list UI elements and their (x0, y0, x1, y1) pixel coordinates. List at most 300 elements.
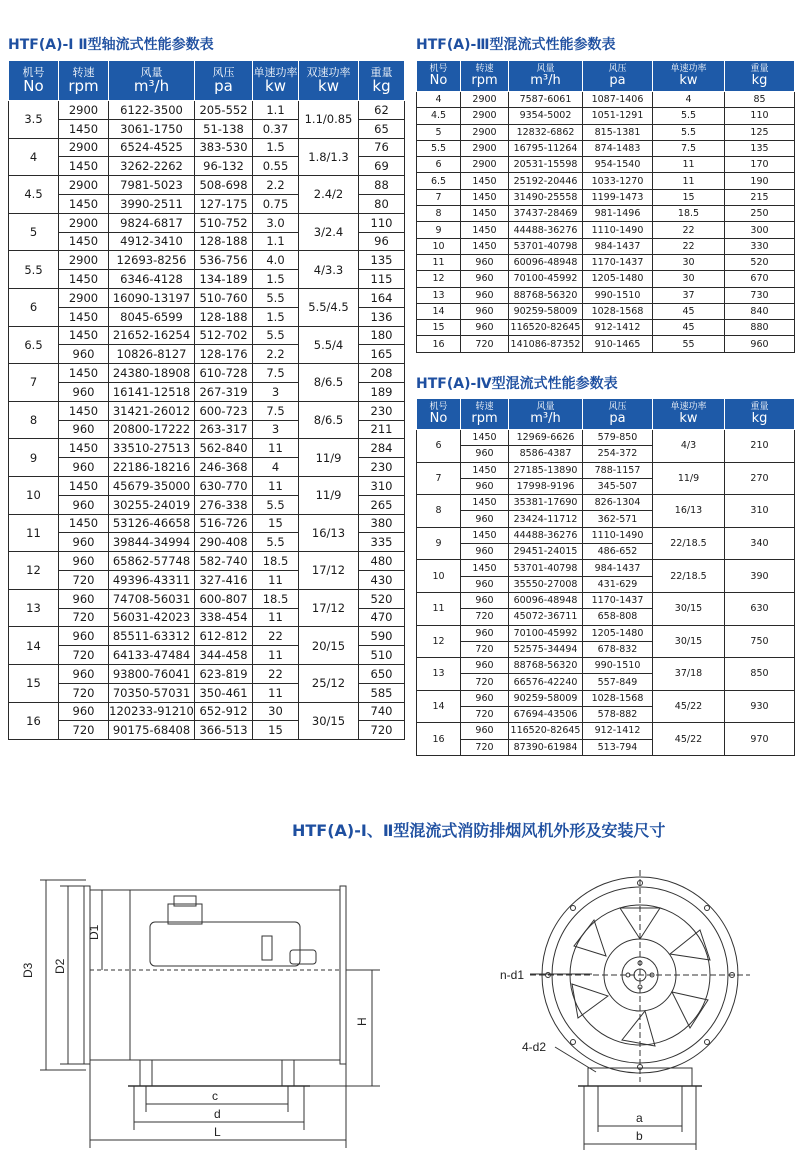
table-cell: 362-571 (583, 511, 653, 527)
table-cell: 11 (653, 157, 725, 173)
table-cell: 720 (59, 608, 109, 627)
table-cell: 1051-1291 (583, 108, 653, 124)
column-header (109, 61, 195, 101)
table-cell: 9 (9, 439, 59, 477)
table-cell: 4912-3410 (109, 232, 195, 251)
table-cell: 64133-47484 (109, 646, 195, 665)
axial-table-title: HTF(A)-Ⅰ Ⅱ型轴流式性能参数表 (8, 37, 214, 53)
table-cell: 11 (253, 683, 299, 702)
table-header-row (9, 61, 405, 101)
junction-box (168, 904, 202, 924)
header-name: 风量 (140, 66, 163, 79)
column-header (509, 399, 583, 430)
table-cell: 557-849 (583, 674, 653, 690)
table-cell: 60096-48948 (509, 254, 583, 270)
fan-dimension-drawing (0, 850, 800, 1155)
table-cell: 960 (461, 303, 509, 319)
table-cell: 17/12 (299, 552, 359, 590)
table-cell: 12 (9, 552, 59, 590)
table-cell: 18.5 (253, 589, 299, 608)
table-cell: 180 (359, 326, 405, 345)
table-cell: 96-132 (195, 157, 253, 176)
table-cell: 327-416 (195, 570, 253, 589)
table-cell: 7.5 (253, 401, 299, 420)
table-cell: 69 (359, 157, 405, 176)
axial-performance-table (8, 60, 405, 740)
table-cell: 3990-2511 (109, 194, 195, 213)
table-cell: 9824-6817 (109, 213, 195, 232)
table-cell: 350-461 (195, 683, 253, 702)
table-cell: 720 (461, 674, 509, 690)
table-cell: 826-1304 (583, 495, 653, 511)
table-cell: 16 (9, 702, 59, 740)
table-row (417, 560, 795, 576)
table-cell: 80 (359, 194, 405, 213)
table-cell: 85 (725, 92, 795, 108)
table-row (417, 92, 795, 108)
table-cell: 310 (359, 476, 405, 495)
table-cell: 7981-5023 (109, 176, 195, 195)
table-cell: 590 (359, 627, 405, 646)
table-cell: 1450 (59, 401, 109, 420)
table-cell: 960 (461, 271, 509, 287)
header-unit: rpm (68, 77, 99, 95)
header-name: 重量 (750, 402, 769, 412)
table-cell: 30/15 (299, 702, 359, 740)
table-cell: 874-1483 (583, 140, 653, 156)
table-cell: 652-912 (195, 702, 253, 721)
table-cell: 45 (653, 303, 725, 319)
table-cell: 10 (417, 560, 461, 593)
table-cell: 960 (59, 495, 109, 514)
table-cell: 14 (417, 690, 461, 723)
table-cell: 5.5 (417, 140, 461, 156)
table-cell: 990-1510 (583, 658, 653, 674)
table-cell: 840 (725, 303, 795, 319)
table-cell: 10826-8127 (109, 345, 195, 364)
table-cell: 31421-26012 (109, 401, 195, 420)
table-cell: 1199-1473 (583, 189, 653, 205)
table-cell: 623-819 (195, 664, 253, 683)
table-cell: 22 (653, 222, 725, 238)
table-cell: 1450 (59, 514, 109, 533)
table-row (417, 173, 795, 189)
d3-label: D3 (21, 962, 35, 978)
table-cell: 788-1157 (583, 462, 653, 478)
table-cell: 1450 (461, 527, 509, 543)
table-cell: 720 (461, 739, 509, 755)
table-cell: 1450 (461, 222, 509, 238)
table-cell: 13 (9, 589, 59, 627)
table-cell: 16090-13197 (109, 288, 195, 307)
table-cell: 116520-82645 (509, 723, 583, 739)
header-name: 重量 (370, 66, 393, 79)
table-cell: 0.37 (253, 119, 299, 138)
table-cell: 960 (59, 627, 109, 646)
table-cell: 960 (59, 458, 109, 477)
table-cell: 366-513 (195, 721, 253, 740)
table-cell: 8 (417, 495, 461, 528)
table-cell: 5 (9, 213, 59, 251)
table-row (417, 336, 795, 352)
table-row (9, 213, 405, 232)
d2-label: D2 (53, 958, 67, 974)
table-row (417, 206, 795, 222)
table-cell: 53701-40798 (509, 238, 583, 254)
table-cell: 610-728 (195, 364, 253, 383)
table-cell: 720 (461, 641, 509, 657)
header-unit: rpm (471, 73, 498, 88)
table-cell: 960 (59, 589, 109, 608)
table-cell: 520 (725, 254, 795, 270)
table-cell: 1205-1480 (583, 625, 653, 641)
table-cell: 670 (725, 271, 795, 287)
table-cell: 135 (725, 140, 795, 156)
table-cell: 22/18.5 (653, 560, 725, 593)
table-cell: 6.5 (417, 173, 461, 189)
table-cell: 4 (253, 458, 299, 477)
table-row (417, 124, 795, 140)
column-header (253, 61, 299, 101)
table-cell: 8/6.5 (299, 401, 359, 439)
table-cell: 246-368 (195, 458, 253, 477)
table-cell: 8045-6599 (109, 307, 195, 326)
table-cell: 6 (9, 288, 59, 326)
table-cell: 9 (417, 222, 461, 238)
table-cell: 11 (417, 254, 461, 270)
table-cell: 338-454 (195, 608, 253, 627)
mixed4-performance-table (416, 398, 795, 756)
a-label: a (636, 1111, 643, 1125)
table-cell: 16795-11264 (509, 140, 583, 156)
table-cell: 10 (9, 476, 59, 514)
table-cell: 720 (59, 721, 109, 740)
table-cell: 39844-34994 (109, 533, 195, 552)
table-cell: 6.5 (9, 326, 59, 364)
table-row (417, 462, 795, 478)
drawing-title: HTF(A)-Ⅰ、Ⅱ型混流式消防排烟风机外形及安装尺寸 (292, 821, 666, 840)
table-cell: 30 (253, 702, 299, 721)
table-cell: 960 (461, 511, 509, 527)
table-cell: 23424-11712 (509, 511, 583, 527)
table-cell: 2900 (59, 138, 109, 157)
header-unit: kg (751, 411, 768, 426)
4d2-label: 4-d2 (522, 1040, 547, 1054)
table-cell: 55 (653, 336, 725, 352)
table-cell: 930 (725, 690, 795, 723)
table-cell: 128-188 (195, 307, 253, 326)
table-row (9, 138, 405, 157)
table-cell: 9354-5002 (509, 108, 583, 124)
table-cell: 88 (359, 176, 405, 195)
column-header (725, 61, 795, 92)
column-header (583, 61, 653, 92)
right-flange (340, 886, 346, 1064)
table-cell: 211 (359, 420, 405, 439)
table-cell: 612-812 (195, 627, 253, 646)
header-unit: kg (751, 73, 768, 88)
table-cell: 14 (9, 627, 59, 665)
table-header-row (417, 399, 795, 430)
header-name: 双速功率 (306, 66, 351, 79)
table-cell: 431-629 (583, 576, 653, 592)
table-cell: 53126-46658 (109, 514, 195, 533)
table-cell: 6122-3500 (109, 101, 195, 120)
table-cell: 5.5/4 (299, 326, 359, 364)
table-cell: 516-726 (195, 514, 253, 533)
table-cell: 720 (59, 683, 109, 702)
table-cell: 18.5 (253, 552, 299, 571)
table-cell: 1450 (59, 326, 109, 345)
table-cell: 51-138 (195, 119, 253, 138)
table-cell: 720 (461, 336, 509, 352)
table-cell: 8/6.5 (299, 364, 359, 402)
header-unit: kg (372, 77, 391, 95)
table-cell: 960 (59, 702, 109, 721)
table-cell: 1450 (59, 157, 109, 176)
table-row (9, 288, 405, 307)
table-cell: 13 (417, 658, 461, 691)
table-cell: 510-752 (195, 213, 253, 232)
table-cell: 1450 (59, 307, 109, 326)
table-cell: 1450 (461, 189, 509, 205)
table-cell: 3/2.4 (299, 213, 359, 251)
table-row (417, 222, 795, 238)
front-view (530, 870, 750, 1150)
table-cell: 44488-36276 (509, 527, 583, 543)
table-cell: 22 (253, 627, 299, 646)
table-row (9, 476, 405, 495)
table-cell: 7.5 (653, 140, 725, 156)
column-header (359, 61, 405, 101)
table-cell: 116520-82645 (509, 320, 583, 336)
table-cell: 1450 (461, 238, 509, 254)
table-cell: 267-319 (195, 382, 253, 401)
header-name: 机号 (429, 64, 448, 74)
table-cell: 630-770 (195, 476, 253, 495)
column-header (195, 61, 253, 101)
table-cell: 164 (359, 288, 405, 307)
column-header (299, 61, 359, 101)
table-cell: 1110-1490 (583, 527, 653, 543)
table-row (417, 320, 795, 336)
side-view (40, 880, 380, 1148)
table-cell: 815-1381 (583, 124, 653, 140)
d-label: d (214, 1107, 221, 1121)
table-cell: 720 (461, 609, 509, 625)
table-cell: 11 (253, 570, 299, 589)
table-row (417, 592, 795, 608)
table-cell: 1028-1568 (583, 303, 653, 319)
table-cell: 910-1465 (583, 336, 653, 352)
table-cell: 508-698 (195, 176, 253, 195)
table-cell: 74708-56031 (109, 589, 195, 608)
table-cell: 536-756 (195, 251, 253, 270)
header-unit: kw (265, 77, 286, 95)
table-cell: 110 (359, 213, 405, 232)
table-cell: 390 (725, 560, 795, 593)
column-header (725, 399, 795, 430)
table-cell: 750 (725, 625, 795, 658)
table-cell: 190 (725, 173, 795, 189)
table-row (9, 702, 405, 721)
table-cell: 21652-16254 (109, 326, 195, 345)
table-cell: 984-1437 (583, 560, 653, 576)
header-name: 风压 (608, 402, 627, 412)
table-cell: 60096-48948 (509, 592, 583, 608)
table-cell: 3.0 (253, 213, 299, 232)
table-cell: 1.5 (253, 270, 299, 289)
table-cell: 128-176 (195, 345, 253, 364)
table-cell: 4.5 (9, 176, 59, 214)
column-header (653, 399, 725, 430)
header-name: 风量 (536, 64, 555, 74)
table-cell: 600-807 (195, 589, 253, 608)
table-cell: 2900 (59, 288, 109, 307)
table-cell: 250 (725, 206, 795, 222)
table-cell: 383-530 (195, 138, 253, 157)
table-cell: 1450 (461, 560, 509, 576)
table-cell: 15 (9, 664, 59, 702)
table-cell: 520 (359, 589, 405, 608)
table-cell: 1170-1437 (583, 592, 653, 608)
table-cell: 189 (359, 382, 405, 401)
table-cell: 335 (359, 533, 405, 552)
table-cell: 44488-36276 (509, 222, 583, 238)
header-unit: kw (679, 411, 698, 426)
table-row (9, 552, 405, 571)
table-cell: 960 (461, 287, 509, 303)
table-cell: 0.75 (253, 194, 299, 213)
table-cell: 11/9 (299, 476, 359, 514)
table-cell: 93800-76041 (109, 664, 195, 683)
table-cell: 90175-68408 (109, 721, 195, 740)
table-cell: 912-1412 (583, 320, 653, 336)
table-cell: 25192-20446 (509, 173, 583, 189)
table-cell: 88768-56320 (509, 658, 583, 674)
table-cell: 65 (359, 119, 405, 138)
table-cell: 960 (461, 254, 509, 270)
table-cell: 300 (725, 222, 795, 238)
table-cell: 53701-40798 (509, 560, 583, 576)
table-cell: 960 (59, 420, 109, 439)
table-cell: 22/18.5 (653, 527, 725, 560)
table-cell: 960 (461, 576, 509, 592)
table-cell: 1.1 (253, 101, 299, 120)
table-cell: 579-850 (583, 430, 653, 446)
table-cell: 981-1496 (583, 206, 653, 222)
table-cell: 4 (9, 138, 59, 176)
column-header (417, 61, 461, 92)
header-unit: kw (679, 73, 698, 88)
table-cell: 12693-8256 (109, 251, 195, 270)
table-cell: 45072-36711 (509, 609, 583, 625)
column-header (417, 399, 461, 430)
table-cell: 208 (359, 364, 405, 383)
table-cell: 2.2 (253, 345, 299, 364)
table-cell: 850 (725, 658, 795, 691)
table-cell: 11 (417, 592, 461, 625)
table-cell: 960 (725, 336, 795, 352)
table-cell: 1.5 (253, 307, 299, 326)
table-cell: 7.5 (253, 364, 299, 383)
table-row (417, 108, 795, 124)
table-cell: 720 (59, 646, 109, 665)
table-cell: 960 (461, 625, 509, 641)
table-cell: 310 (725, 495, 795, 528)
table-cell: 45/22 (653, 690, 725, 723)
table-row (417, 189, 795, 205)
table-cell: 70100-45992 (509, 271, 583, 287)
table-cell: 16 (417, 336, 461, 352)
table-cell: 6 (417, 430, 461, 463)
table-row (417, 690, 795, 706)
table-cell: 24380-18908 (109, 364, 195, 383)
table-cell: 30 (653, 271, 725, 287)
table-cell: 230 (359, 401, 405, 420)
table-cell: 960 (461, 320, 509, 336)
table-cell: 960 (461, 690, 509, 706)
table-cell: 13 (417, 287, 461, 303)
table-cell: 2900 (461, 108, 509, 124)
table-row (417, 658, 795, 674)
table-cell: 720 (461, 707, 509, 723)
column-header (653, 61, 725, 92)
header-unit: No (23, 77, 44, 95)
table-cell: 562-840 (195, 439, 253, 458)
table-cell: 578-882 (583, 707, 653, 723)
table-cell: 5 (417, 124, 461, 140)
table-cell: 210 (725, 430, 795, 463)
table-cell: 16 (417, 723, 461, 756)
table-cell: 510 (359, 646, 405, 665)
table-cell: 16141-12518 (109, 382, 195, 401)
header-unit: pa (609, 73, 626, 88)
table-cell: 8586-4387 (509, 446, 583, 462)
table-cell: 1450 (461, 173, 509, 189)
table-cell: 582-740 (195, 552, 253, 571)
table-cell: 11/9 (653, 462, 725, 495)
table-row (9, 664, 405, 683)
table-cell: 4 (417, 92, 461, 108)
table-cell: 90259-58009 (509, 690, 583, 706)
table-cell: 3061-1750 (109, 119, 195, 138)
left-flange (84, 886, 90, 1064)
header-name: 单速功率 (253, 66, 298, 79)
table-cell: 9 (417, 527, 461, 560)
table-cell: 45/22 (653, 723, 725, 756)
table-cell: 141086-87352 (509, 336, 583, 352)
table-cell: 430 (359, 570, 405, 589)
table-cell: 2900 (461, 92, 509, 108)
table-cell: 4.5 (417, 108, 461, 124)
table-cell: 15 (253, 721, 299, 740)
left-mount-leg (140, 1060, 152, 1086)
table-cell: 1450 (59, 270, 109, 289)
table-cell: 17998-9196 (509, 478, 583, 494)
table-cell: 340 (725, 527, 795, 560)
table-cell: 5.5 (9, 251, 59, 289)
table-cell: 11 (253, 439, 299, 458)
table-cell: 70350-57031 (109, 683, 195, 702)
nd1-label: n-d1 (500, 968, 525, 982)
table-cell: 12 (417, 625, 461, 658)
table-cell: 1450 (59, 364, 109, 383)
column-header (461, 399, 509, 430)
table-cell: 1450 (59, 232, 109, 251)
table-cell: 960 (59, 533, 109, 552)
table-cell: 5.5 (653, 108, 725, 124)
